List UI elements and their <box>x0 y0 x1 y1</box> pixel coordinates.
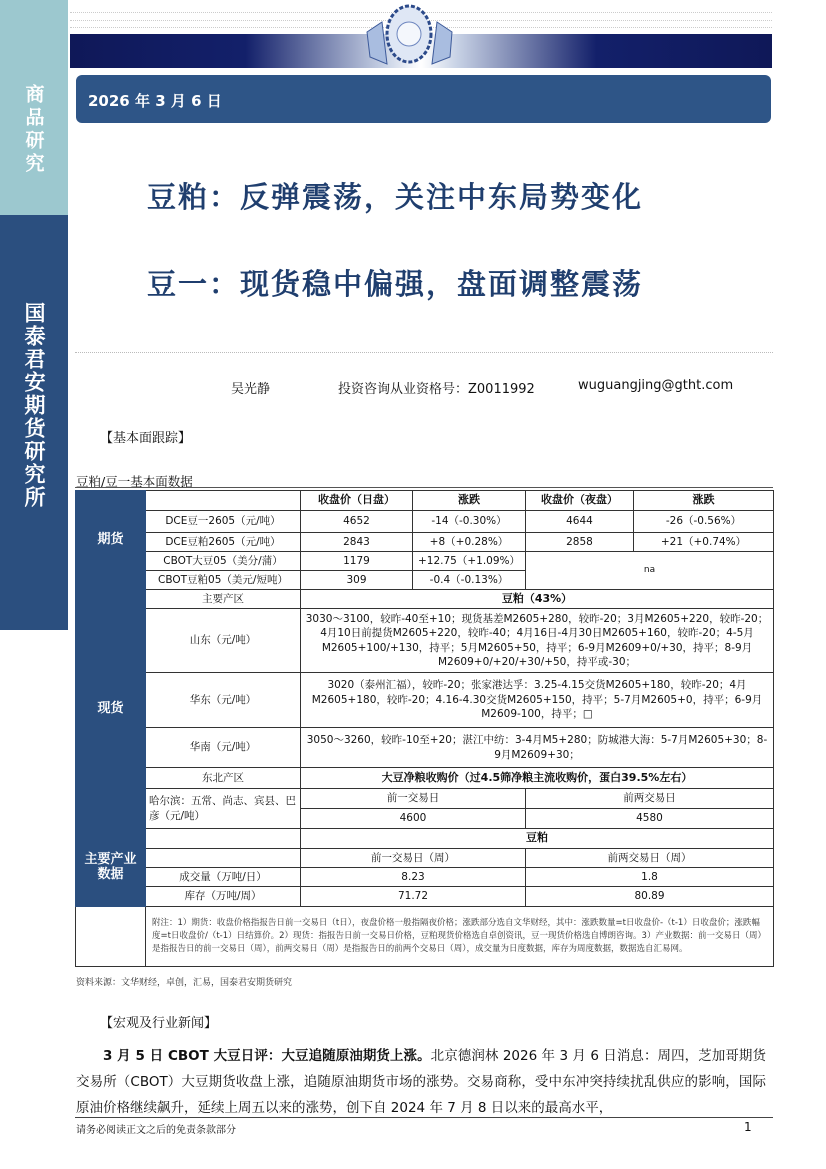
table-cell: 主要产区 <box>146 590 301 609</box>
report-title-meal: 豆粕：反弹震荡，关注中东局势变化 <box>147 180 644 214</box>
category-spot: 现货 <box>76 590 146 829</box>
section-news: 【宏观及行业新闻】 <box>100 1016 218 1031</box>
table-cell: -0.4（-0.13%） <box>413 571 526 590</box>
table-row <box>76 887 774 907</box>
table-cell: -26（-0.56%） <box>634 511 774 533</box>
table-cell: 前两交易日 <box>526 789 774 809</box>
table-cell: 哈尔滨：五常、尚志、宾县、巴彦（元/吨） <box>146 789 301 829</box>
table-cell: 4580 <box>526 809 774 829</box>
table-cell: DCE豆一2605（元/吨） <box>146 511 301 533</box>
header-night-close: 收盘价（夜盘） <box>526 491 634 511</box>
table-row <box>76 673 774 728</box>
table-title: 豆粕/豆一基本面数据 <box>76 474 193 489</box>
news-paragraph <box>76 1043 766 1121</box>
table-row <box>76 868 774 887</box>
table-cell: 71.72 <box>301 887 526 907</box>
report-title-soybean: 豆一：现货稳中偏强，盘面调整震荡 <box>147 267 644 301</box>
table-note: 附注：1）期货：收盘价格指报告日前一交易日（t日），夜盘价格一般指隔夜价格；涨跌部分选自文华财经，其中：涨跌数量=t日收盘价-（t-1）日收盘价；涨跌幅度=t日收盘价/（t-1）日结算价。2）现货：指报告日前一交易日价格，豆粕现货价格选自卓创资讯，豆一现货价格选自博朗咨询。3）产业数据：前一交易日（周）是指报告日的前一交易日（周），前两交易日（周）是指报告日的前两个交易日（周），成交量为日度数据，库存为周度数据，数据选自汇易网。 <box>146 907 774 967</box>
table-cell: 成交量（万吨/日） <box>146 868 301 887</box>
table-cell: -14（-0.30%） <box>413 511 526 533</box>
table-cell: CBOT大豆05（美分/蒲） <box>146 552 301 571</box>
table-cell: 前一交易日 <box>301 789 526 809</box>
table-cell: 东北产区 <box>146 768 301 789</box>
header-day-close: 收盘价（日盘） <box>301 491 413 511</box>
table-cell: 豆粕（43%） <box>301 590 774 609</box>
table-cell: 豆粕 <box>301 829 774 849</box>
table-cell: 华南（元/吨） <box>146 728 301 768</box>
category-futures: 期货 <box>76 491 146 590</box>
table-cell: DCE豆粕2605（元/吨） <box>146 533 301 552</box>
na-cell: na <box>526 552 774 590</box>
header-change: 涨跌 <box>413 491 526 511</box>
report-date-bar <box>76 75 771 123</box>
category-industry: 主要产业数据 <box>76 829 146 907</box>
table-cell: 前两交易日（周） <box>526 849 774 868</box>
data-source: 资料来源：文华财经，卓创，汇易，国泰君安期货研究 <box>76 978 293 988</box>
table-cell: 前一交易日（周） <box>301 849 526 868</box>
sidebar-category-label: 商品研究 <box>22 84 45 176</box>
table-cell: 2858 <box>526 533 634 552</box>
table-row <box>76 609 774 673</box>
report-date: 2026 年 3 月 6 日 <box>88 92 222 110</box>
author-name: 吴光静 <box>231 382 271 397</box>
table-row <box>76 552 774 571</box>
table-cell: 4600 <box>301 809 526 829</box>
table-cell: 8.23 <box>301 868 526 887</box>
header-night-change: 涨跌 <box>634 491 774 511</box>
section-fundamentals: 【基本面跟踪】 <box>100 431 192 446</box>
table-cell: 3020（泰州汇福），较昨-20；张家港达孚：3.25-4.15交货M2605+180，较昨-20；4月M2605+180，较昨-20；4.16-4.30交货M2605+150，持平；5-7月M2605+0，持平；6-9月M2609-100，持平；□ <box>301 673 774 728</box>
page-number: 1 <box>744 1120 752 1134</box>
sidebar-org-label: 国泰君安期货研究所 <box>22 301 46 509</box>
author-email[interactable]: wuguangjing@gtht.com <box>578 378 734 393</box>
author-cert: 投资咨询从业资格号：Z0011992 <box>338 382 535 397</box>
table-cell: 1179 <box>301 552 413 571</box>
table-row <box>76 511 774 533</box>
table-row <box>76 728 774 768</box>
table-cell: 4644 <box>526 511 634 533</box>
table-cell: 3050～3260，较昨-10至+20；湛江中纺：3-4月M5+280；防城港大海：5-7月M2605+30；8-9月M2609+30； <box>301 728 774 768</box>
table-cell: +12.75（+1.09%） <box>413 552 526 571</box>
table-cell: 4652 <box>301 511 413 533</box>
news-body: 北京德润林 2026 年 3 月 6 日消息：周四，芝加哥期货交易所（CBOT）大豆期货收盘上涨，追随原油期货市场的涨势。交易商称，受中东冲突持续扰乱供应的影响，国际原油价格继续飙升，延续上周五以来的涨势，创下自 2024 年 7 月 8 日以来的最高水平， <box>76 1048 766 1116</box>
fundamentals-table <box>75 490 774 967</box>
table-cell: 3030～3100，较昨-40至+10；现货基差M2605+280，较昨-20；3月M2605+220，较昨-20；4月10日前提货M2605+220，较昨-40；4月16日-4月30日M2605+160，较昨-20；4-5月M2605+100/+130，持平；5月M2605+50，持平；6-9月M2609+0/+30，持平；8-9月M2609+0/+20/+30/+50，持平或-30； <box>301 609 774 673</box>
table-cell: 80.89 <box>526 887 774 907</box>
table-cell: 309 <box>301 571 413 590</box>
table-cell: 华东（元/吨） <box>146 673 301 728</box>
table-cell: CBOT豆粕05（美元/短吨） <box>146 571 301 590</box>
table-cell: 1.8 <box>526 868 774 887</box>
table-cell: 山东（元/吨） <box>146 609 301 673</box>
table-cell: 大豆净粮收购价（过4.5筛净粮主流收购价，蛋白39.5%左右） <box>301 768 774 789</box>
table-cell: +21（+0.74%） <box>634 533 774 552</box>
table-row <box>76 533 774 552</box>
news-lead: 3 月 5 日 CBOT 大豆日评：大豆追随原油期货上涨。 <box>103 1048 431 1064</box>
diamond-logo-icon <box>362 2 457 68</box>
table-cell: 2843 <box>301 533 413 552</box>
footer-disclaimer: 请务必阅读正文之后的免责条款部分 <box>76 1125 236 1136</box>
table-cell: 库存（万吨/周） <box>146 887 301 907</box>
table-cell: +8（+0.28%） <box>413 533 526 552</box>
